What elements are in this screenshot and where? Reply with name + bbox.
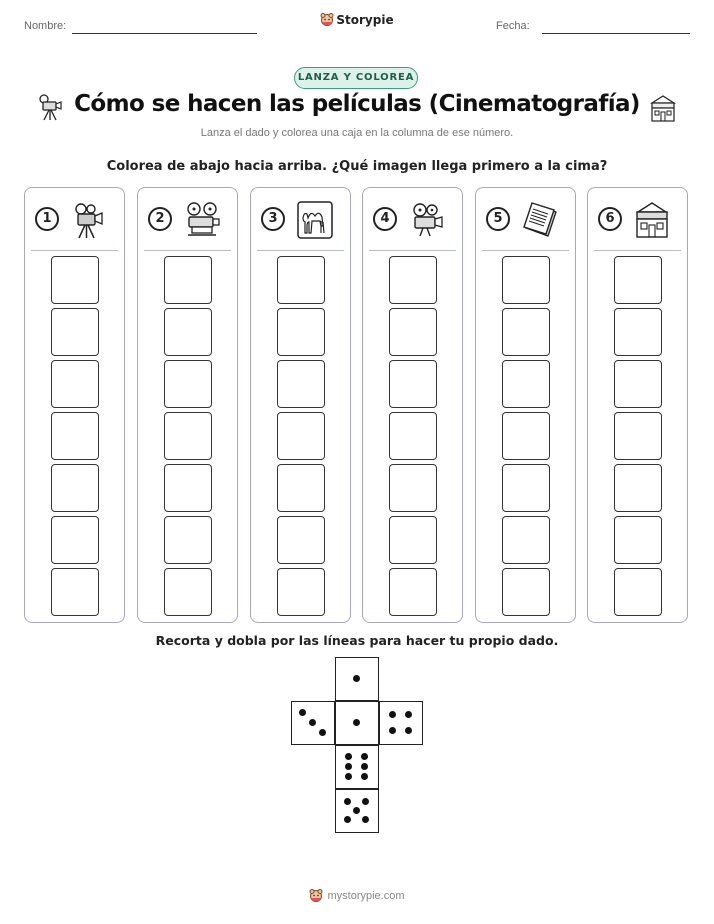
movie-projector-icon (407, 200, 447, 240)
column-number: 6 (598, 207, 622, 231)
footer (0, 888, 714, 902)
brand (0, 12, 714, 27)
die-pip (353, 807, 360, 814)
color-box[interactable] (164, 412, 212, 460)
color-box[interactable] (277, 412, 325, 460)
column-number: 4 (373, 207, 397, 231)
column-5 (475, 187, 576, 623)
die-pip (362, 816, 369, 823)
color-box[interactable] (389, 568, 437, 616)
die-pip (389, 727, 396, 734)
column-divider (31, 250, 118, 251)
column-1 (24, 187, 125, 623)
color-box[interactable] (389, 412, 437, 460)
color-box[interactable] (614, 568, 662, 616)
color-box[interactable] (502, 256, 550, 304)
movie-theater-icon (632, 200, 672, 240)
movie-theater-icon (648, 93, 678, 123)
color-box[interactable] (614, 516, 662, 564)
color-box[interactable] (389, 256, 437, 304)
column-3 (250, 187, 351, 623)
script-papers-icon (520, 200, 560, 240)
column-6 (587, 187, 688, 623)
brand-name: Storypie (336, 13, 394, 27)
color-box[interactable] (502, 308, 550, 356)
column-divider (482, 250, 569, 251)
column-number: 3 (261, 207, 285, 231)
color-box[interactable] (164, 568, 212, 616)
date-line[interactable] (542, 33, 690, 34)
column-divider (257, 250, 344, 251)
color-box[interactable] (614, 464, 662, 512)
name-line[interactable] (72, 33, 257, 34)
film-projector-icon (182, 200, 222, 240)
film-camera-icon (69, 200, 109, 240)
color-box[interactable] (51, 464, 99, 512)
die-pip (353, 675, 360, 682)
die-pip (344, 798, 351, 805)
die-face-5 (335, 789, 379, 833)
page-title: Cómo se hacen las películas (Cinematografía) (74, 91, 640, 117)
column-divider (594, 250, 681, 251)
color-box[interactable] (389, 360, 437, 408)
color-box[interactable] (277, 516, 325, 564)
color-box[interactable] (51, 516, 99, 564)
column-divider (144, 250, 231, 251)
subtitle: Lanza el dado y colorea una caja en la columna de ese número. (200, 127, 514, 139)
die-pip (405, 711, 412, 718)
cut-instruction: Recorta y dobla por las líneas para hacer tu propio dado. (155, 633, 559, 648)
die-pip (309, 719, 316, 726)
name-label: Nombre: (24, 20, 67, 32)
camel-picture-icon (295, 200, 335, 240)
column-divider (369, 250, 456, 251)
die-pip (405, 727, 412, 734)
storypie-logo-icon (309, 888, 323, 902)
color-box[interactable] (277, 256, 325, 304)
color-box[interactable] (389, 516, 437, 564)
color-box[interactable] (277, 360, 325, 408)
column-number: 1 (35, 207, 59, 231)
die-pip (345, 763, 352, 770)
storypie-logo-icon (320, 12, 334, 26)
die-pip (344, 816, 351, 823)
die-face-6 (335, 745, 379, 789)
color-box[interactable] (51, 256, 99, 304)
footer-url[interactable]: mystorypie.com (327, 890, 405, 902)
color-box[interactable] (51, 412, 99, 460)
instruction: Colorea de abajo hacia arriba. ¿Qué imagen llega primero a la cima? (106, 159, 608, 174)
color-box[interactable] (51, 568, 99, 616)
color-box[interactable] (164, 464, 212, 512)
die-face-1 (335, 657, 379, 701)
color-box[interactable] (389, 464, 437, 512)
color-box[interactable] (614, 308, 662, 356)
color-box[interactable] (389, 308, 437, 356)
die-face-1b (335, 701, 379, 745)
color-box[interactable] (502, 516, 550, 564)
die-pip (299, 709, 306, 716)
die-pip (353, 719, 360, 726)
die-pip (361, 753, 368, 760)
die-pip (319, 729, 326, 736)
color-box[interactable] (51, 360, 99, 408)
color-box[interactable] (277, 308, 325, 356)
color-box[interactable] (614, 360, 662, 408)
die-face-3 (291, 701, 335, 745)
activity-badge: LANZA Y COLOREA (294, 67, 418, 89)
die-pip (361, 763, 368, 770)
color-box[interactable] (502, 568, 550, 616)
color-box[interactable] (164, 516, 212, 564)
color-box[interactable] (502, 412, 550, 460)
color-box[interactable] (164, 360, 212, 408)
die-pip (345, 753, 352, 760)
column-2 (137, 187, 238, 623)
die-pip (361, 773, 368, 780)
die-pip (362, 798, 369, 805)
color-box[interactable] (51, 308, 99, 356)
die-face-4 (379, 701, 423, 745)
color-box[interactable] (164, 308, 212, 356)
column-4 (362, 187, 463, 623)
color-box[interactable] (502, 464, 550, 512)
color-box[interactable] (277, 464, 325, 512)
column-number: 5 (486, 207, 510, 231)
color-box[interactable] (277, 568, 325, 616)
die-pip (389, 711, 396, 718)
color-box[interactable] (164, 256, 212, 304)
color-box[interactable] (614, 256, 662, 304)
die-pip (345, 773, 352, 780)
column-number: 2 (148, 207, 172, 231)
color-box[interactable] (502, 360, 550, 408)
date-label: Fecha: (496, 20, 530, 32)
color-box[interactable] (614, 412, 662, 460)
